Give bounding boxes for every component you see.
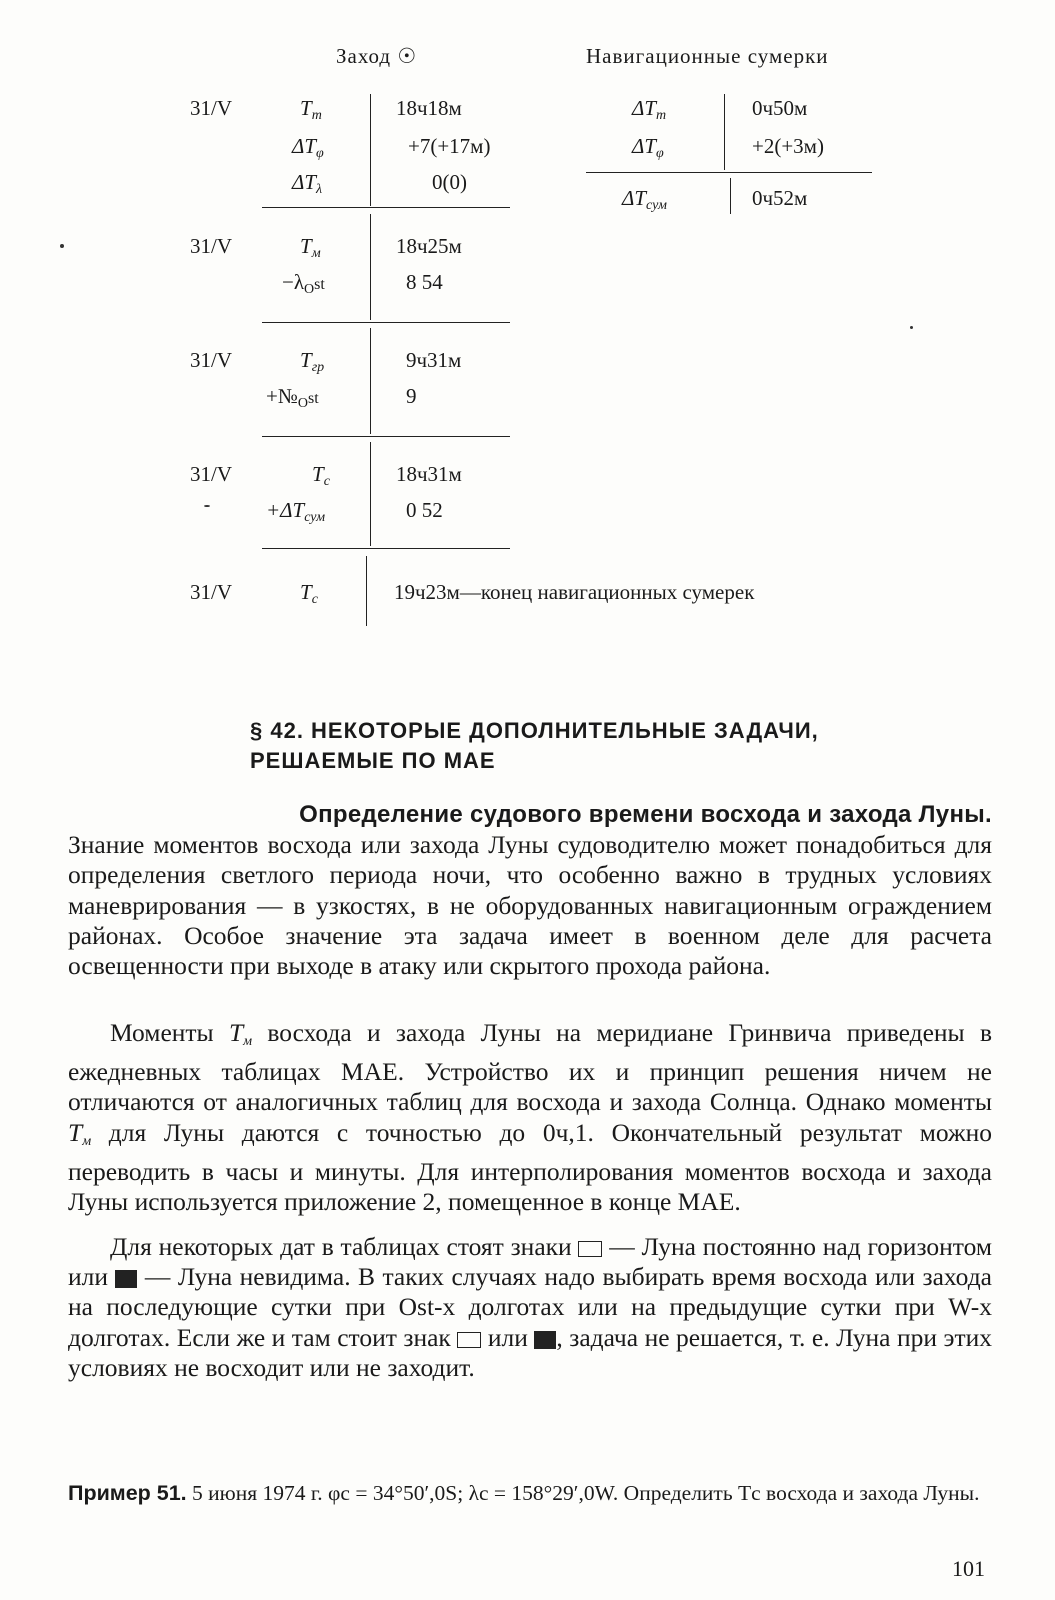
example-label: Пример 51.: [68, 1481, 187, 1505]
symbol-tm: $T_м$: [68, 1117, 92, 1149]
table-rule: [724, 94, 725, 170]
table-rule: [586, 172, 872, 173]
twilight-sum-value: 0ч52м: [752, 186, 808, 210]
section-heading-line2: РЕШАЕМЫЕ ПО МАЕ: [250, 748, 496, 773]
date: 31/V: [190, 348, 232, 372]
header-zakhod: Заход ☉: [336, 44, 418, 68]
twilight-value: 0ч50м: [752, 96, 808, 120]
table-rule: [370, 328, 371, 434]
value: 18ч25м: [396, 234, 462, 258]
value: 18ч18м: [396, 96, 462, 120]
value: +7(+17м): [408, 134, 491, 158]
value: 0(0): [432, 170, 467, 194]
date: 31/V: [190, 234, 232, 258]
table-rule: [262, 548, 510, 549]
table-rule: [262, 436, 510, 437]
header-sumerki: Навигационные сумерки: [586, 44, 829, 68]
paragraph-1: [68, 800, 992, 981]
label-tgr: $T_{гр}$: [300, 348, 325, 375]
empty-square-icon: [457, 1332, 481, 1348]
scan-speck: [60, 244, 64, 248]
example: [68, 1478, 992, 1508]
paragraph-2: Моменты $T_м$ восхода и захода Луны на меридиане Гринвича приведены в ежедневных таблицах МАЕ. Устройство их и принцип решения ничем не отличаются от аналогичных таблиц для восхода и захода Солнца. Однако моменты $T_м$ для Луны даются с точностью до 0ч,1. Окончательный результат можно переводить в часы и минуты. Для интерполирования моментов восхода и захода Луны используется приложение 2, помещенное в конце МАЕ.: [68, 1018, 992, 1217]
result-value: 19ч23м—конец навигационных сумерек: [394, 580, 755, 604]
example-text: 5 июня 1974 г. φс = 34°50′,0S; λс = 158°29′,0W. Определить Tс восхода и захода Луны.: [186, 1481, 980, 1505]
value: 9ч31м: [406, 348, 462, 372]
label-dt-phi: $\Delta T_\varphi$: [292, 134, 324, 161]
table-rule: [366, 556, 367, 626]
twilight-sum-label: $\Delta T_{сум}$: [622, 186, 667, 213]
symbol-tm: $T_м$: [228, 1018, 253, 1049]
paragraph-body: Знание моментов восхода или захода Луны судоводителю может понадобиться для определения светлого периода ночи, что особенно важно в трудных условиях маневрирования — в узкостях, в не оборудованных навигационным ограждением районах. Особое значение эта задача имеет в военном деле для расчета освещенности при выходе в атаку или скрытого прохода района.: [68, 830, 992, 981]
twilight-label: $\Delta T_т$: [632, 96, 667, 123]
label-tc: $T_с$: [300, 580, 318, 607]
scan-speck: [910, 326, 913, 329]
value: 18ч31м: [396, 462, 462, 486]
table-rule: [730, 178, 731, 214]
scan-speck: [204, 505, 210, 507]
label-no-ost: $+№_Ost$: [266, 384, 319, 411]
value: 9: [406, 384, 417, 408]
value: 8 54: [406, 270, 443, 294]
label-dt-lambda: $\Delta T_\lambda$: [292, 170, 323, 197]
twilight-label: $\Delta T_\varphi$: [632, 134, 664, 161]
paragraph-title: Определение судового времени восхода и захода Луны.: [299, 801, 992, 828]
table-rule: [370, 442, 371, 546]
label-tm: $T_м$: [300, 234, 321, 261]
filled-square-icon: [534, 1331, 556, 1349]
table-rule: [370, 214, 371, 320]
date: 31/V: [190, 462, 232, 486]
filled-square-icon: [115, 1270, 137, 1288]
section-heading: [250, 716, 950, 776]
table-rule: [370, 94, 371, 206]
value: 0 52: [406, 498, 443, 522]
empty-square-icon: [578, 1241, 602, 1257]
section-heading-line1: § 42. НЕКОТОРЫЕ ДОПОЛНИТЕЛЬНЫЕ ЗАДАЧИ,: [250, 718, 819, 743]
label-dt-sum: $+\Delta T_{сум}$: [266, 498, 326, 525]
twilight-value: +2(+3м): [752, 134, 824, 158]
date: 31/V: [190, 580, 232, 604]
paragraph-3: Для некоторых дат в таблицах стоят знаки — Луна постоянно над горизонтом или — Луна невидима. В таких случаях надо выбирать время восхода или захода на последующие сутки при Ost-х долготах или на предыдущие сутки при W-х долготах. Если же и там стоит знак или , задача не решается, т. е. Луна при этих условиях не восходит или не заходит.: [68, 1232, 992, 1382]
label-t: $T_т$: [300, 96, 322, 123]
table-rule: [262, 322, 510, 323]
label-lambda-ost: $-\lambda_Ost$: [282, 270, 325, 297]
label-tc: $T_с$: [312, 462, 330, 489]
table-rule: [262, 207, 510, 208]
page-number: 101: [952, 1556, 985, 1581]
date: 31/V: [190, 96, 232, 120]
